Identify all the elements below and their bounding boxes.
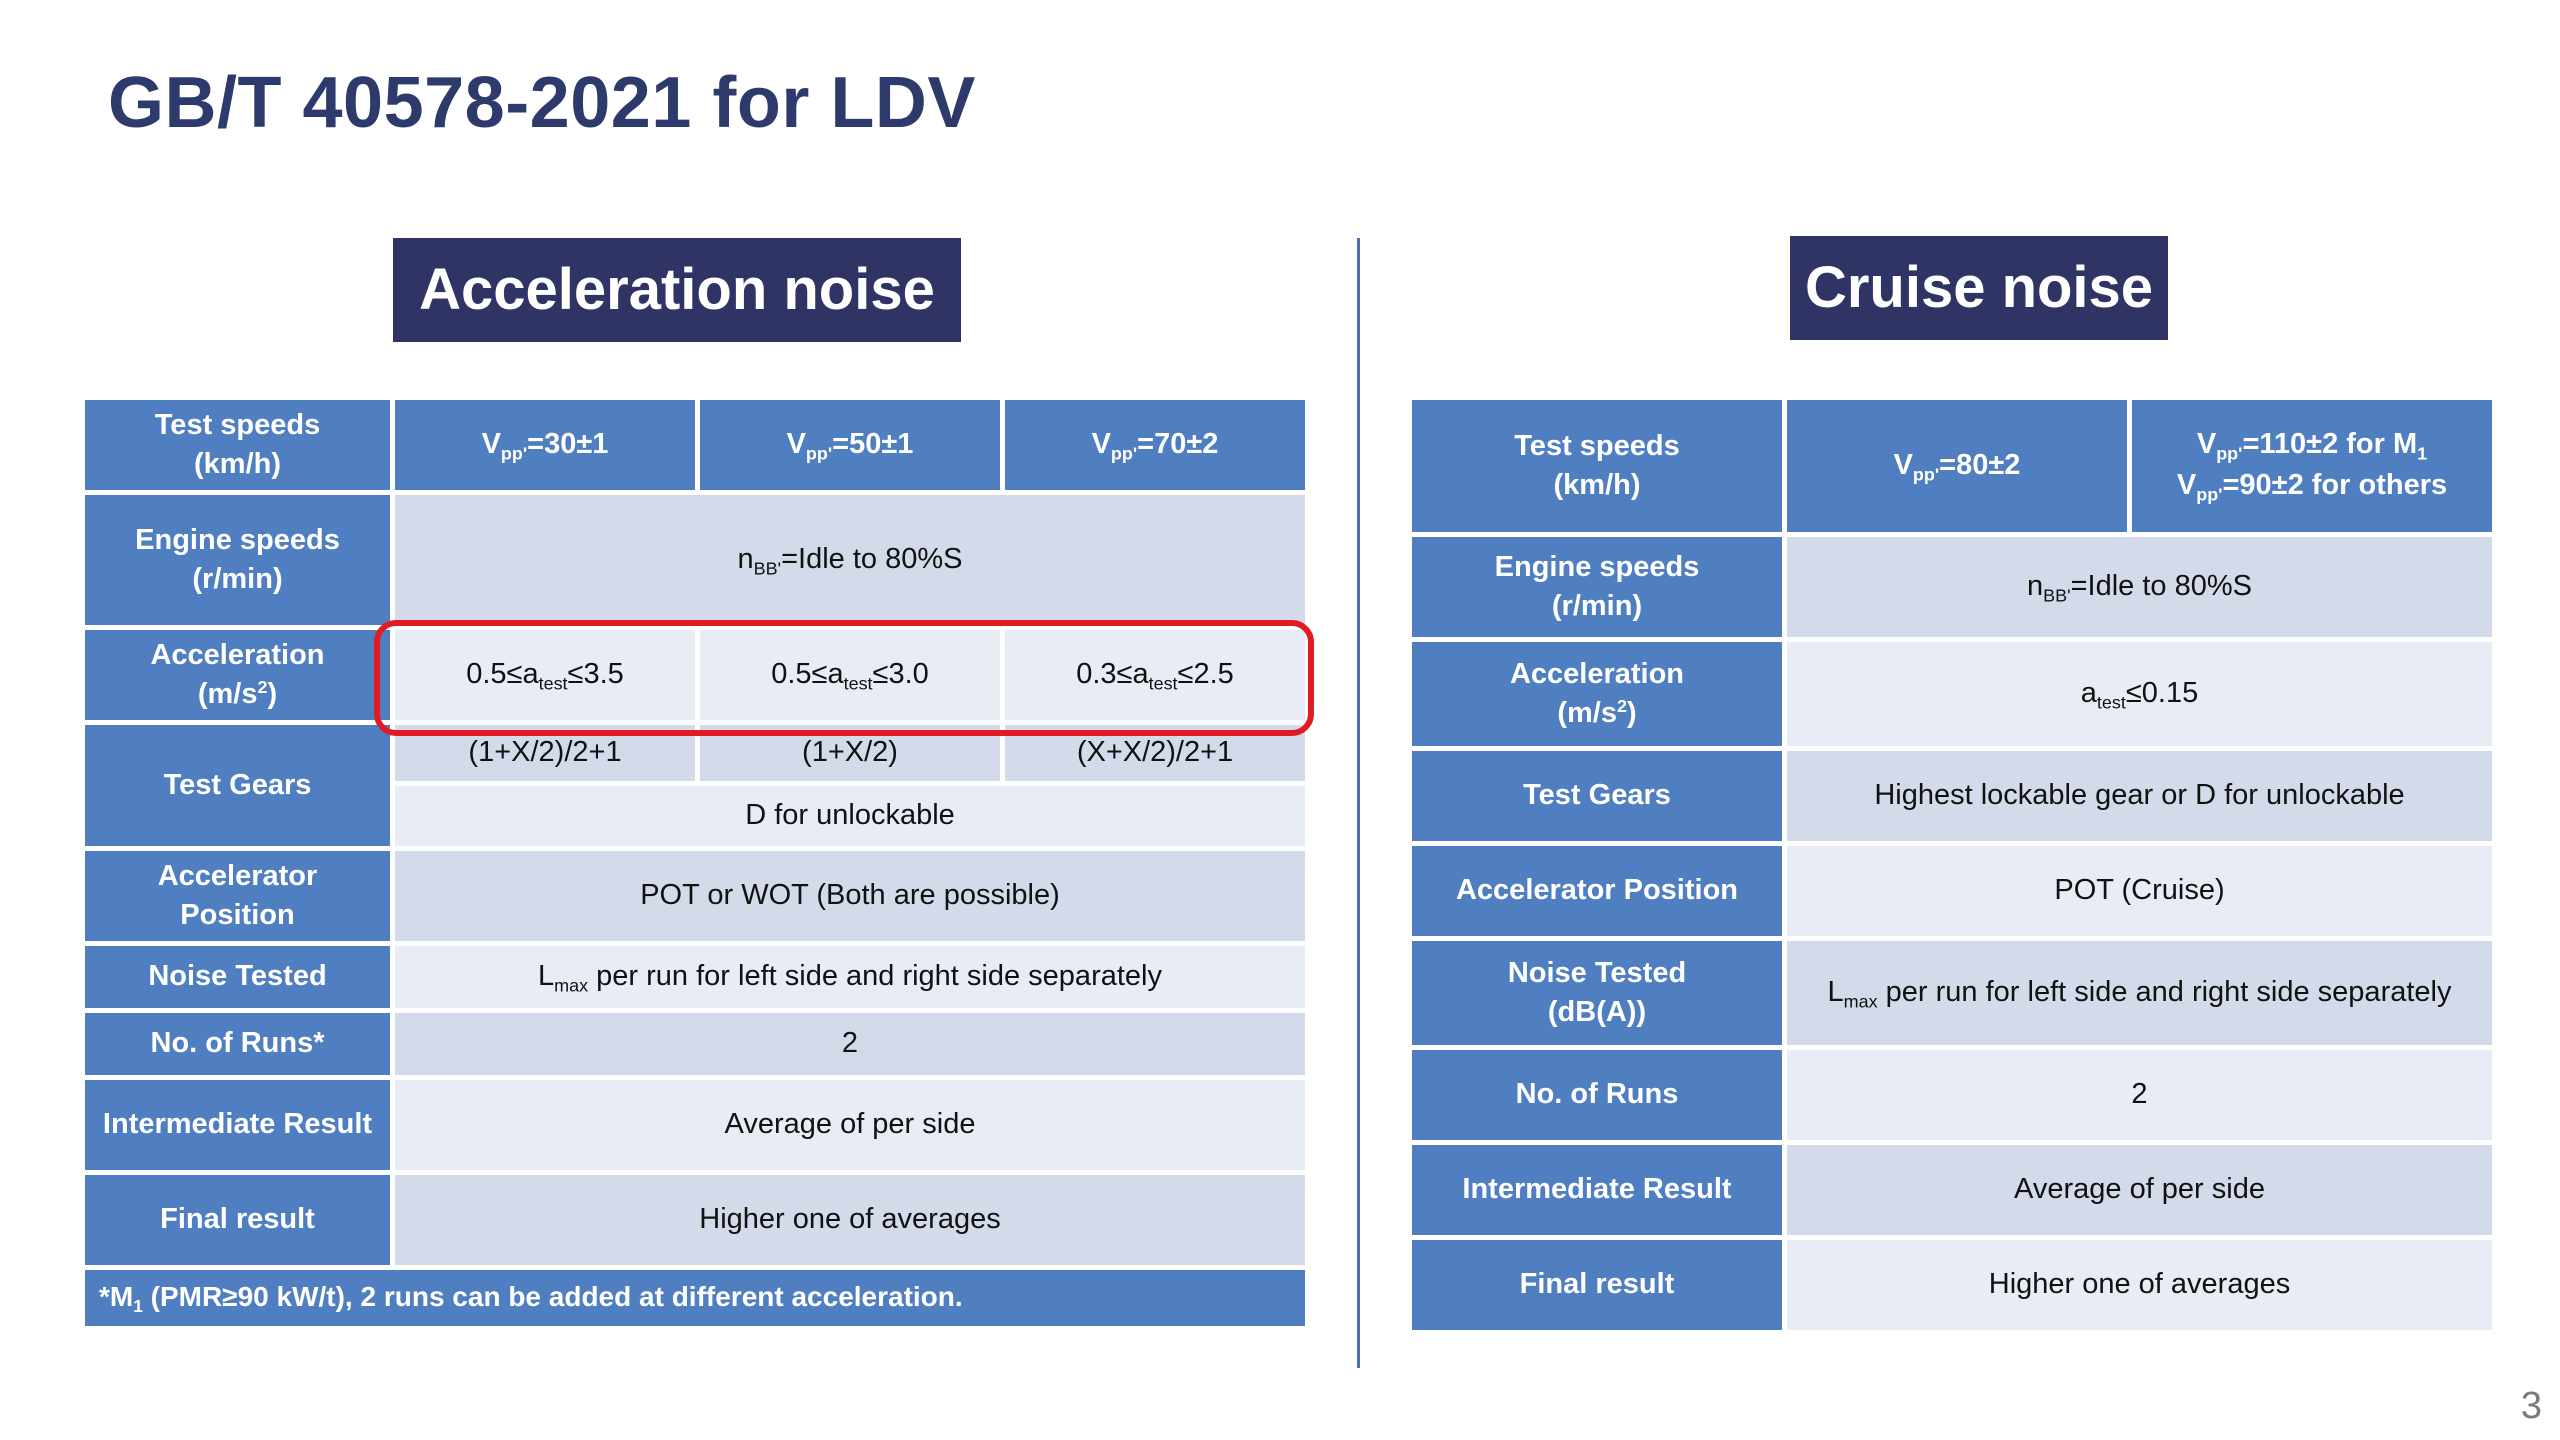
row-header-test-speeds: Test speeds (km/h) xyxy=(85,400,390,490)
speed-cell: $V_{pp'}=80\pm 2$ xyxy=(1787,400,2127,532)
table-row xyxy=(85,1080,1305,1170)
engine-speed-cell: $n_{BB'}=Idle$ to 80%S xyxy=(395,495,1305,625)
table-row xyxy=(85,851,1305,941)
final-result-cell: Higher one of averages xyxy=(395,1175,1305,1265)
intermediate-result-cell: Average of per side xyxy=(395,1080,1305,1170)
table-row xyxy=(1412,1050,2492,1140)
table-row xyxy=(1412,1145,2492,1235)
noise-tested-cell: $L_{max}$ per run for left side and right side separately xyxy=(1787,941,2492,1045)
accelerator-position-cell: POT or WOT (Both are possible) xyxy=(395,851,1305,941)
footnote: $*M_1$ (PMR≥90 kW/t), 2 runs can be added at different acceleration. xyxy=(85,1270,1305,1326)
intermediate-result-cell: Average of per side xyxy=(1787,1145,2492,1235)
gear-cell: (1+X/2) xyxy=(700,725,1000,781)
acceleration-cell: $0.5\le a_{test}\le 3.0$ xyxy=(700,630,1000,720)
speed-cell: $V_{pp'}=70\pm 2$ xyxy=(1005,400,1305,490)
row-header-acceleration: Acceleration $(m/s^2)$ xyxy=(1412,642,1782,746)
acceleration-highlight-box xyxy=(374,620,1314,736)
table-row xyxy=(1412,537,2492,637)
row-header-engine-speeds: Engine speeds (r/min) xyxy=(1412,537,1782,637)
table-row xyxy=(1412,846,2492,936)
table-row xyxy=(1412,400,2492,532)
gear-cell: (1+X/2)/2+1 xyxy=(395,725,695,781)
row-header-no-of-runs: No. of Runs* xyxy=(85,1013,390,1075)
noise-tested-cell: $L_{max}$ per run for left side and right side separately xyxy=(395,946,1305,1008)
speed-cell: $V_{pp'}=30\pm 1$ xyxy=(395,400,695,490)
row-header-test-gears: Test Gears xyxy=(1412,751,1782,841)
table-row xyxy=(85,1270,1305,1326)
page-title: GB/T 40578-2021 for LDV xyxy=(108,63,976,143)
acceleration-cell: $0.3\le a_{test}\le 2.5$ xyxy=(1005,630,1305,720)
row-header-engine-speeds: Engine speeds (r/min) xyxy=(85,495,390,625)
table-row xyxy=(1412,751,2492,841)
row-header-noise-tested: Noise Tested xyxy=(85,946,390,1008)
row-header-acceleration: Acceleration $(m/s^2)$ xyxy=(85,630,390,720)
row-header-accelerator-position: Accelerator Position xyxy=(85,851,390,941)
speed-cell: $V_{pp'}=110\pm 2$ for $M_1$ $V_{pp'}=90\pm 2$ for others xyxy=(2132,400,2492,532)
section-divider xyxy=(1357,238,1360,1368)
table-row xyxy=(85,1175,1305,1265)
test-gears-cell: Highest lockable gear or D for unlockable xyxy=(1787,751,2492,841)
speed-cell: $V_{pp'}=50\pm 1$ xyxy=(700,400,1000,490)
cruise-noise-table xyxy=(1407,395,2497,1335)
table-row xyxy=(85,400,1305,490)
final-result-cell: Higher one of averages xyxy=(1787,1240,2492,1330)
accelerator-position-cell: POT (Cruise) xyxy=(1787,846,2492,936)
row-header-test-gears: Test Gears xyxy=(85,725,390,846)
gear-unlockable-cell: D for unlockable xyxy=(395,786,1305,846)
table-row xyxy=(1412,941,2492,1045)
row-header-final-result: Final result xyxy=(1412,1240,1782,1330)
table-row xyxy=(85,495,1305,625)
row-header-noise-tested: Noise Tested (dB(A)) xyxy=(1412,941,1782,1045)
acceleration-noise-table xyxy=(80,395,1310,1331)
cruise-noise-heading: Cruise noise xyxy=(1790,236,2168,340)
row-header-intermediate-result: Intermediate Result xyxy=(85,1080,390,1170)
table-row xyxy=(1412,1240,2492,1330)
runs-cell: 2 xyxy=(395,1013,1305,1075)
engine-speed-cell: $n_{BB'}=Idle$ to 80%S xyxy=(1787,537,2492,637)
acceleration-cell: $a_{test}\le 0.15$ xyxy=(1787,642,2492,746)
acceleration-noise-heading: Acceleration noise xyxy=(393,238,961,342)
page-number: 3 xyxy=(2520,1385,2542,1427)
table-row xyxy=(85,946,1305,1008)
row-header-accelerator-position: Accelerator Position xyxy=(1412,846,1782,936)
row-header-final-result: Final result xyxy=(85,1175,390,1265)
table-row xyxy=(85,1013,1305,1075)
runs-cell: 2 xyxy=(1787,1050,2492,1140)
row-header-test-speeds: Test speeds (km/h) xyxy=(1412,400,1782,532)
row-header-no-of-runs: No. of Runs xyxy=(1412,1050,1782,1140)
acceleration-cell: $0.5\le a_{test}\le 3.5$ xyxy=(395,630,695,720)
gear-cell: (X+X/2)/2+1 xyxy=(1005,725,1305,781)
table-row xyxy=(1412,642,2492,746)
row-header-intermediate-result: Intermediate Result xyxy=(1412,1145,1782,1235)
